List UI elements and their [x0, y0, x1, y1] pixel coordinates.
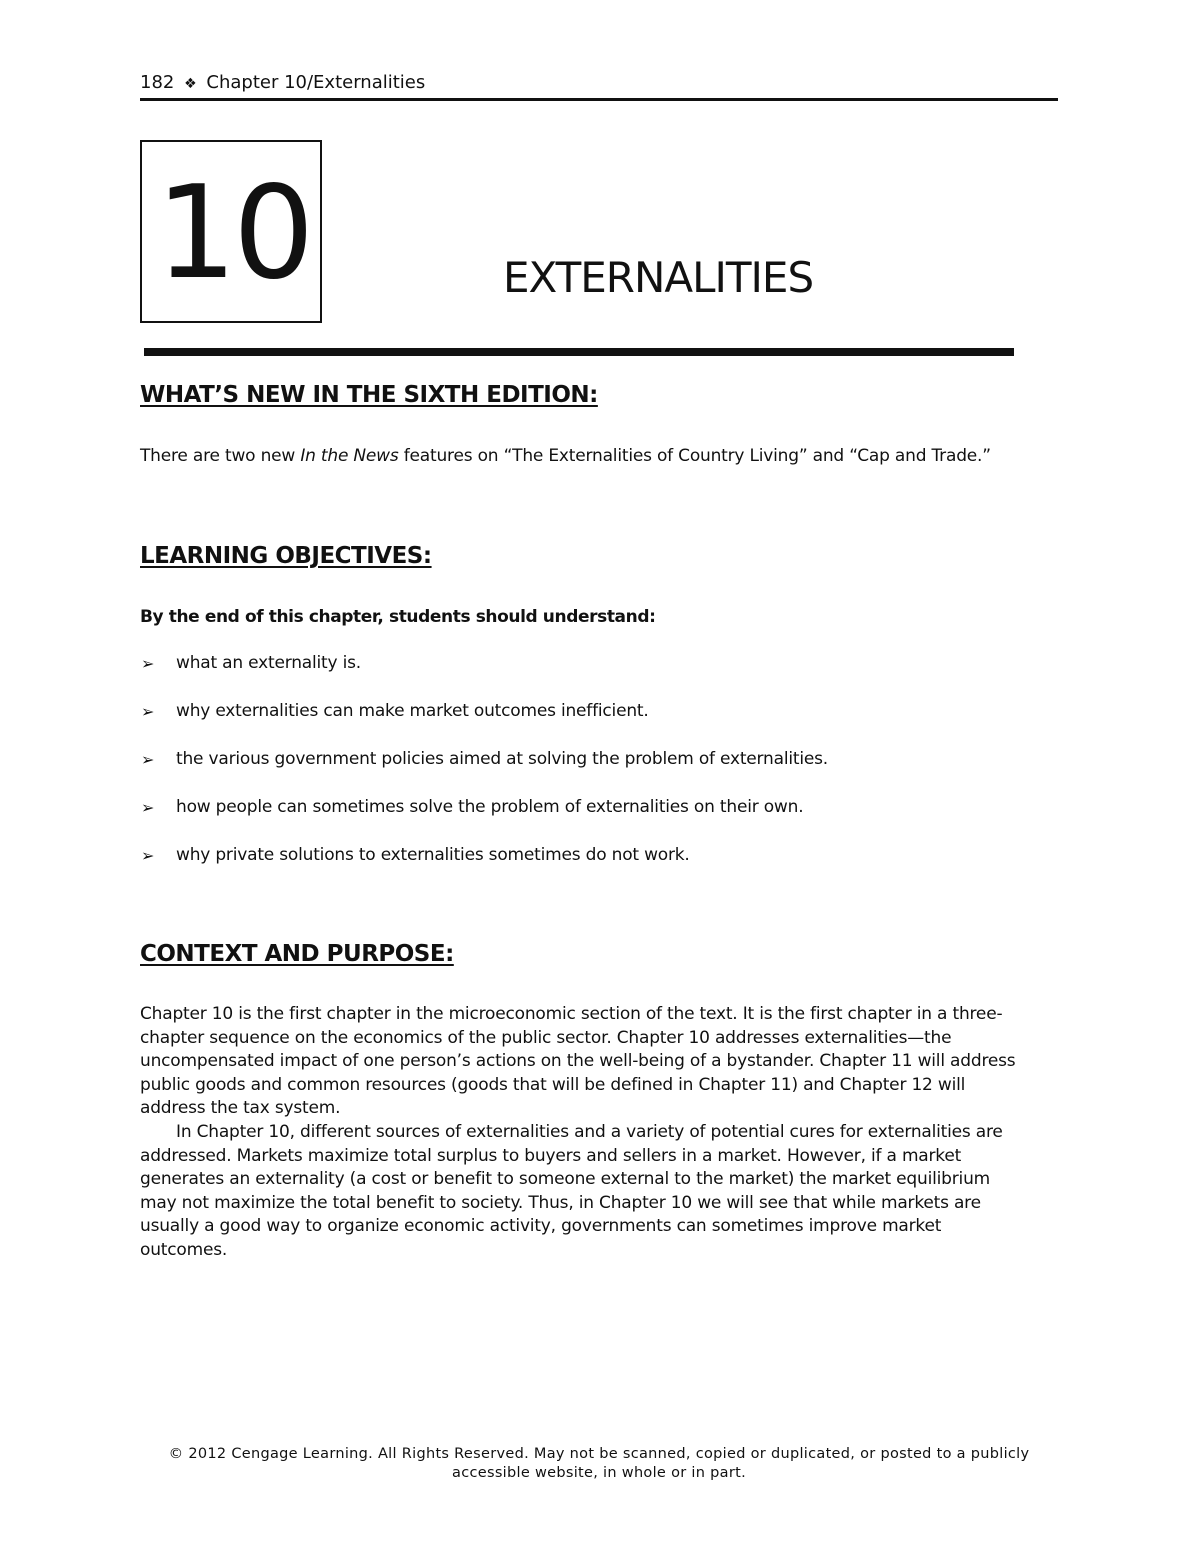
paragraph-line: public goods and common resources (goods that will be defined in Chapter 11) and Chapter 12 will [140, 1074, 966, 1095]
objective-text: why private solutions to externalities sometimes do not work. [176, 845, 690, 865]
arrow-bullet-icon: ➢ [141, 750, 155, 769]
paragraph-line: may not maximize the total benefit to society. Thus, in Chapter 10 we will see that while markets are [140, 1192, 981, 1213]
whats-new-text [140, 445, 991, 468]
paragraph-line: address the tax system. [140, 1098, 341, 1118]
arrow-bullet-icon: ➢ [141, 702, 155, 721]
page-number: 182 [140, 72, 175, 93]
copyright-line-1: © 2012 Cengage Learning. All Rights Reserved. May not be scanned, copied or duplicated, or posted to a publicly [168, 1446, 1030, 1462]
whats-new-heading: WHAT’S NEW IN THE SIXTH EDITION: [140, 382, 598, 408]
chapter-number-box [140, 140, 322, 323]
arrow-bullet-icon: ➢ [141, 798, 155, 817]
context-paragraph-1 [140, 1003, 1058, 1121]
arrow-bullet-icon: ➢ [141, 654, 155, 673]
copyright-footer [140, 1445, 1058, 1483]
objectives-lead: By the end of this chapter, students should understand: [140, 607, 656, 627]
paragraph-line: In Chapter 10, different sources of externalities and a variety of potential cures for externalities are [176, 1122, 1003, 1142]
paragraph-line: addressed. Markets maximize total surplus to buyers and sellers in a market. However, if a market [140, 1145, 962, 1166]
arrow-bullet-icon: ➢ [141, 846, 155, 865]
objective-text: why externalities can make market outcomes inefficient. [176, 701, 649, 721]
whats-new-text-end: features on “The Externalities of Country Living” and “Cap and Trade.” [398, 446, 991, 466]
paragraph-line: Chapter 10 is the first chapter in the microeconomic section of the text. It is the first chapter in a three- [140, 1004, 1003, 1024]
title-divider [144, 348, 1014, 356]
objective-text: what an externality is. [176, 653, 361, 673]
list-item [140, 844, 828, 867]
objective-text: how people can sometimes solve the problem of externalities on their own. [176, 797, 804, 817]
list-item [140, 652, 828, 675]
context-paragraph-2 [140, 1121, 1058, 1262]
list-item [140, 748, 828, 771]
whats-new-text-start: There are two new [140, 446, 301, 466]
paragraph-line: outcomes. [140, 1239, 228, 1260]
paragraph-line: chapter sequence on the economics of the public sector. Chapter 10 addresses externalities—the [140, 1027, 952, 1048]
learning-objectives-heading: LEARNING OBJECTIVES: [140, 543, 432, 569]
running-head [140, 70, 1058, 101]
list-item [140, 700, 828, 723]
context-purpose-heading: CONTEXT AND PURPOSE: [140, 941, 454, 967]
diamond-separator-icon: ❖ [184, 76, 197, 92]
paragraph-line: usually a good way to organize economic activity, governments can sometimes improve market [140, 1216, 942, 1236]
objective-text: the various government policies aimed at solving the problem of externalities. [176, 749, 828, 769]
objectives-list [140, 652, 828, 892]
paragraph-line: generates an externality (a cost or benefit to someone external to the market) the market equilibrium [140, 1169, 991, 1189]
in-the-news-title: In the News [300, 446, 399, 466]
paragraph-line: uncompensated impact of one person’s actions on the well-being of a bystander. Chapter 11 will address [140, 1051, 1016, 1071]
running-title: Chapter 10/Externalities [206, 72, 426, 93]
chapter-number: 10 [155, 159, 311, 308]
chapter-title: EXTERNALITIES [503, 253, 814, 302]
copyright-line-2: accessible website, in whole or in part. [452, 1465, 746, 1481]
list-item [140, 796, 828, 819]
